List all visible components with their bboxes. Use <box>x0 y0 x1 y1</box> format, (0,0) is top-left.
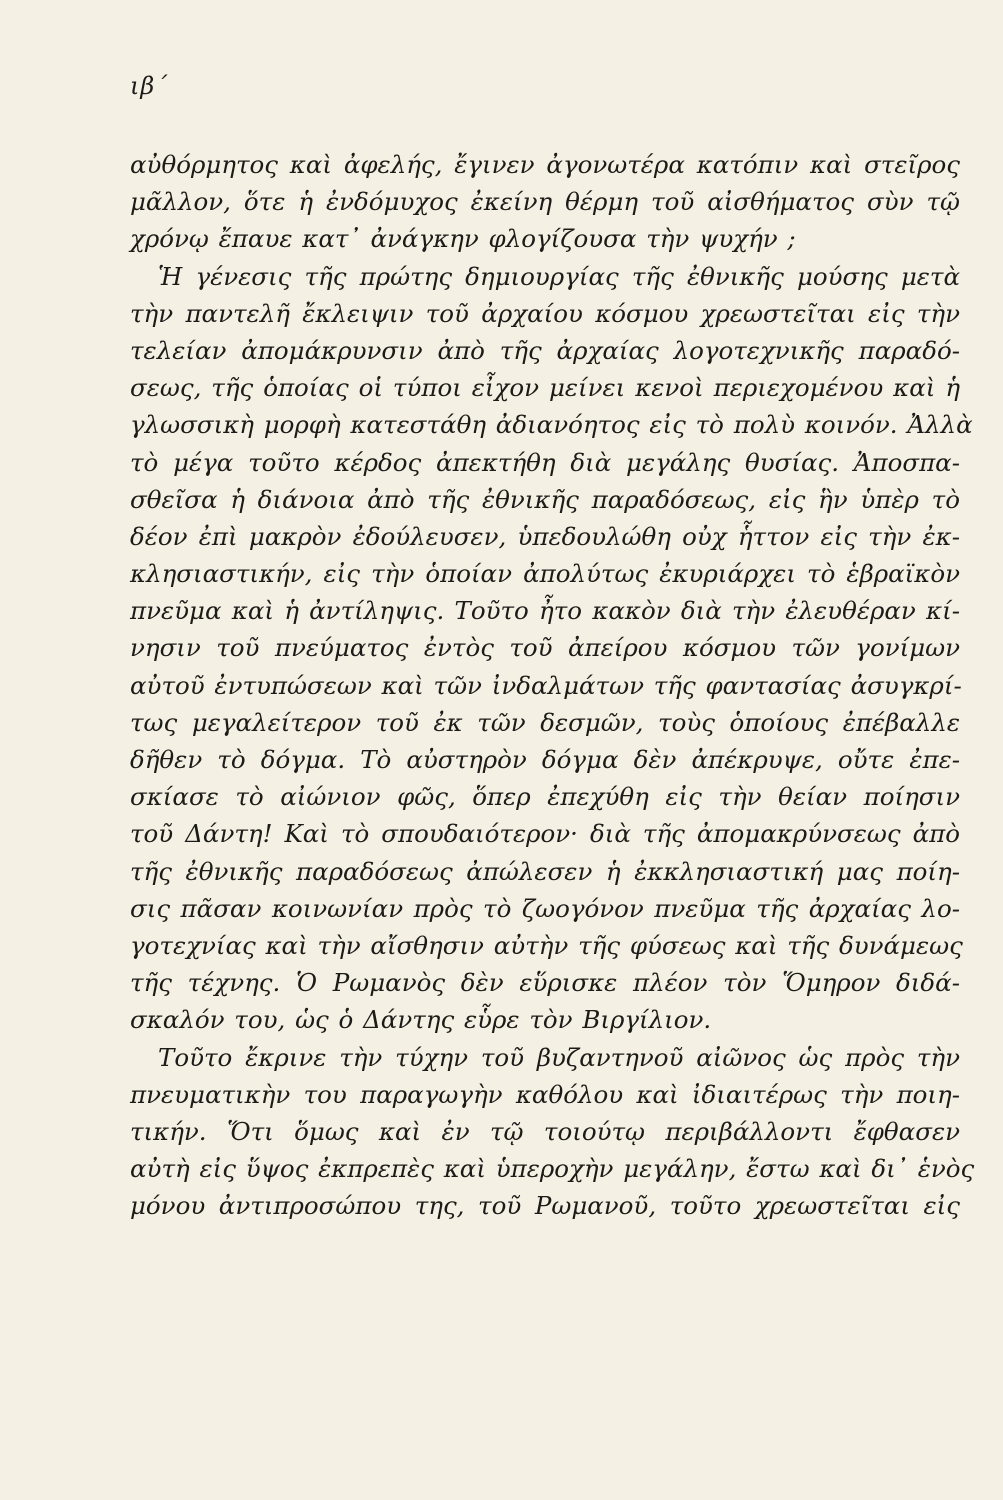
text-line: τελείαν ἀπομάκρυνσιν ἀπὸ τῆς ἀρχαίας λογοτεχνικῆς παραδό- <box>130 335 960 365</box>
text-line: μᾶλλον, ὅτε ἡ ἐνδόμυχος ἐκείνη θέρμη τοῦ αἰσθήματος σὺν τῷ <box>130 187 960 217</box>
text-line: Τοῦτο ἔκρινε τὴν τύχην τοῦ βυζαντηνοῦ αἰῶνος ὡς πρὸς τὴν <box>158 1042 960 1072</box>
text-line: κλησιαστικήν, εἰς τὴν ὁποίαν ἀπολύτως ἐκυριάρχει τὸ ἑβραϊκὸν <box>130 559 960 589</box>
text-line: αὐτὴ εἰς ὕψος ἐκπρεπὲς καὶ ὑπεροχὴν μεγάλην, ἔστω καὶ δι᾽ ἑνὸς <box>130 1154 975 1184</box>
text-line: πνεῦμα καὶ ἡ ἀντίληψις. Τοῦτο ἦτο κακὸν διὰ τὴν ἐλευθέραν κί- <box>130 596 960 626</box>
text-line: σκαλόν του, ὡς ὁ Δάντης εὗρε τὸν Βιργίλιον. <box>130 1005 712 1035</box>
text-line: αὐτοῦ ἐντυπώσεων καὶ τῶν ἰνδαλμάτων τῆς φαντασίας ἀσυγκρί- <box>130 670 962 700</box>
text-line: γοτεχνίας καὶ τὴν αἴσθησιν αὐτὴν τῆς φύσεως καὶ τῆς δυνάμεως <box>130 930 963 960</box>
text-line: Ἡ γένεσις τῆς πρώτης δημιουργίας τῆς ἐθνικῆς μούσης μετὰ <box>158 261 960 291</box>
text-line: γλωσσικὴ μορφὴ κατεστάθη ἀδιανόητος εἰς τὸ πολὺ κοινόν. Ἀλλὰ <box>130 410 973 440</box>
text-line: σεως, τῆς ὁποίας οἱ τύποι εἶχον μείνει κενοὶ περιεχομένου καὶ ἡ <box>130 373 960 403</box>
text-line: τοῦ Δάντη! Καὶ τὸ σπουδαιότερον· διὰ τῆς ἀπομακρύνσεως ἀπὸ <box>130 819 960 849</box>
text-line: τως μεγαλείτερον τοῦ ἐκ τῶν δεσμῶν, τοὺς ὁποίους ἐπέβαλλε <box>130 707 960 737</box>
text-line: αὐθόρμητος καὶ ἀφελής, ἔγινεν ἀγονωτέρα κατόπιν καὶ στεῖρος <box>130 150 960 179</box>
page-number: ιβ΄ <box>130 72 169 100</box>
text-line: τὸ μέγα τοῦτο κέρδος ἀπεκτήθη διὰ μεγάλης θυσίας. Ἀποσπα- <box>130 447 960 477</box>
body-text <box>130 146 975 1224</box>
text-line: σκίασε τὸ αἰώνιον φῶς, ὅπερ ἐπεχύθη εἰς τὴν θείαν ποίησιν <box>130 782 960 812</box>
text-line: δῆθεν τὸ δόγμα. Τὸ αὐστηρὸν δόγμα δὲν ἀπέκρυψε, οὔτε ἐπε- <box>130 745 960 774</box>
text-line: τῆς ἐθνικῆς παραδόσεως ἀπώλεσεν ἡ ἐκκλησιαστική μας ποίη- <box>130 856 960 886</box>
text-line: χρόνῳ ἔπαυε κατ᾽ ἀνάγκην φλογίζουσα τὴν ψυχήν ; <box>130 224 796 254</box>
text-line: σις πᾶσαν κοινωνίαν πρὸς τὸ ζωογόνον πνεῦμα τῆς ἀρχαίας λο- <box>130 893 960 923</box>
text-line: μόνου ἀντιπροσώπου της, τοῦ Ρωμανοῦ, τοῦτο χρεωστεῖται εἰς <box>130 1191 960 1221</box>
text-line: τὴν παντελῆ ἔκλειψιν τοῦ ἀρχαίου κόσμου χρεωστεῖται εἰς τὴν <box>130 298 960 328</box>
text-line: πνευματικὴν του παραγωγὴν καθόλου καὶ ἰδιαιτέρως τὴν ποιη- <box>130 1079 960 1109</box>
text-line: τικήν. Ὅτι ὅμως καὶ ἐν τῷ τοιούτῳ περιβάλλοντι ἔφθασεν <box>130 1116 960 1146</box>
text-line: τῆς τέχνης. Ὁ Ρωμανὸς δὲν εὕρισκε πλέον τὸν Ὅμηρον διδά- <box>130 968 960 998</box>
text-line: σθεῖσα ἡ διάνοια ἀπὸ τῆς ἐθνικῆς παραδόσεως, εἰς ἣν ὑπὲρ τὸ <box>130 484 960 514</box>
text-line: δέον ἐπὶ μακρὸν ἐδούλευσεν, ὑπεδουλώθη οὐχ ἧττον εἰς τὴν ἐκ- <box>130 521 960 551</box>
text-line: νησιν τοῦ πνεύματος ἐντὸς τοῦ ἀπείρου κόσμου τῶν γονίμων <box>130 633 960 663</box>
